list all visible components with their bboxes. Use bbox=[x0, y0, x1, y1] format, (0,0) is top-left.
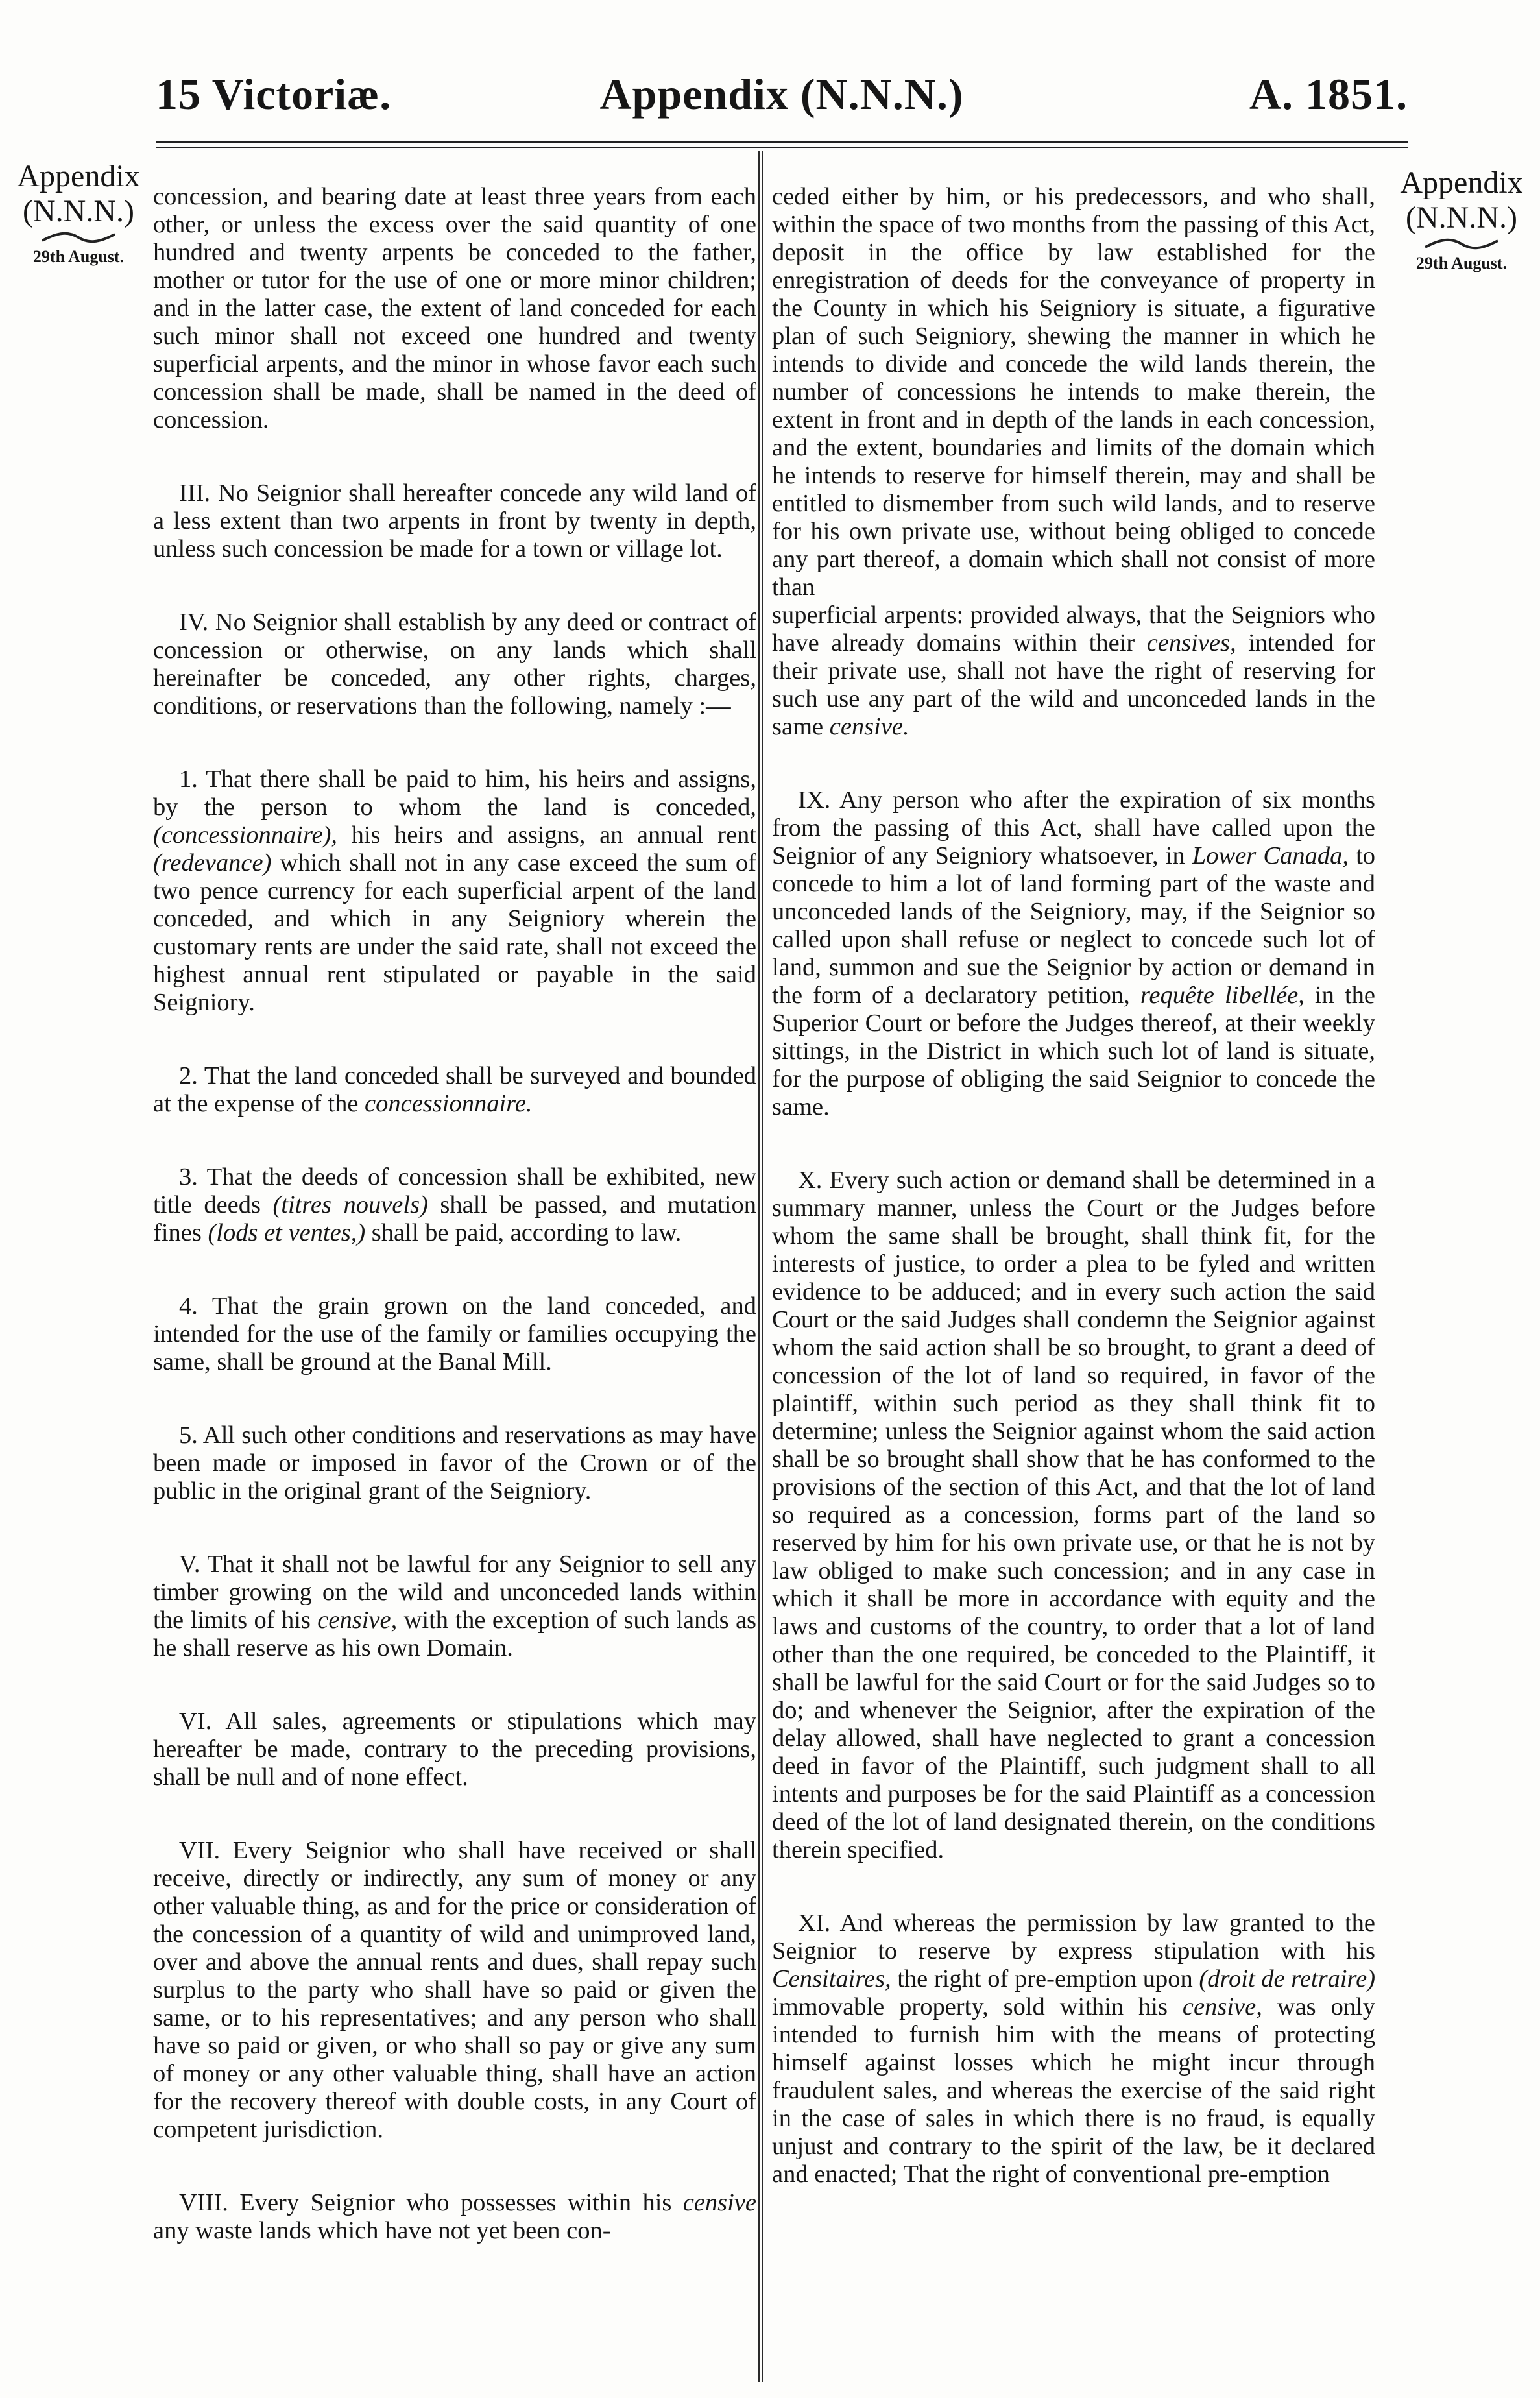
swash-ornament-icon bbox=[40, 230, 117, 245]
margin-note-right bbox=[1387, 165, 1536, 274]
paragraph-text: XI. And whereas the permission by law granted to the Seignior to reserve by express stipulation with his bbox=[772, 1909, 1375, 1965]
italic-term: (titres nouvels) bbox=[272, 1191, 428, 1218]
clause-5 bbox=[153, 1422, 756, 1505]
section-VIII-continued bbox=[772, 183, 1375, 741]
italic-term: censive, bbox=[1182, 1993, 1262, 2020]
paragraph-text: VI. All sales, agreements or stipulations which may hereafter be made, contrary to the preceding provisions, shall be null and of none effect. bbox=[153, 1708, 756, 1791]
paragraph-text: III. No Seignior shall hereafter concede any wild land of a less extent than two arpents in front by twenty in depth, unless such concession be made for a town or village lot. bbox=[153, 479, 756, 563]
left-column bbox=[153, 183, 756, 2389]
swash-ornament-icon bbox=[1423, 237, 1500, 251]
paragraph-text: which shall not in any case exceed the sum of two pence currency for each superficial arpent of the land conceded, and which in any Seigniory wherein the customary rents are under the said rate, shall not exceed the highest annual rent stipulated or payable in the said Seigniory. bbox=[153, 849, 756, 1016]
column-divider bbox=[758, 151, 763, 2382]
italic-term: censive, bbox=[317, 1606, 398, 1634]
margin-note-title: Appendix bbox=[17, 159, 140, 193]
section-IV bbox=[153, 609, 756, 720]
paragraph-text: his heirs and assigns, an annual rent bbox=[351, 821, 756, 849]
paragraph-text: intended for their private use, shall not have the right of reserving for such use any part of the wild and unconceded lands in the same bbox=[772, 629, 1375, 740]
right-column bbox=[772, 183, 1375, 2389]
clause-1 bbox=[153, 766, 756, 1017]
section-X bbox=[772, 1167, 1375, 1864]
margin-note-title: Appendix bbox=[1400, 165, 1523, 200]
paragraph-text: superficial arpents: provided always, that the Seigniors who have already domains within their bbox=[772, 601, 1375, 657]
margin-note-left bbox=[8, 159, 149, 268]
header-regnal-year: 15 Victoriæ. bbox=[156, 69, 392, 119]
section-V bbox=[153, 1551, 756, 1662]
italic-term: Lower Canada, bbox=[1192, 842, 1349, 869]
paragraph-text: shall be paid, according to law. bbox=[371, 1219, 682, 1246]
clause-4 bbox=[153, 1292, 756, 1376]
paragraph-text: ceded either by him, or his predecessors, and who shall, within the space of two months from the passing of this Act, deposit in the office by law established for the enregistration of deeds for the conveyance of property in the County in which his Seigniory is situate, a figurative plan of such Seigniory, shewing the manner in which he intends to divide and concede the wild lands therein, the number of concessions he intends to make therein, the extent in front and in depth of the lands in each concession, and the extent, boundaries and limits of the domain which he intends to reserve for himself therein, may and shall be entitled to dismember from such wild lands, and to reserve for his own private use, without being obliged to concede any part thereof, a domain which shall not consist of more than bbox=[772, 183, 1375, 601]
paragraph-text: any waste lands which have not yet been con- bbox=[153, 2217, 611, 2244]
section-VIII bbox=[153, 2189, 756, 2245]
paragraph-text: concession, and bearing date at least three years from each other, or unless the excess over the said quantity of one hundred and twenty arpents be conceded to the father, mother or tutor for the use of one or more minor children; and in the latter case, the extent of land conceded for each such minor shall not exceed one hundred and twenty superficial arpents, and the minor in whose favor each such concession shall be made, shall be named in the deed of concession. bbox=[153, 183, 756, 433]
section-VII bbox=[153, 1837, 756, 2144]
italic-term: (redevance) bbox=[153, 849, 272, 877]
header-double-rule bbox=[156, 141, 1408, 148]
header-session-year: A. 1851. bbox=[1249, 69, 1408, 119]
section-VI bbox=[153, 1708, 756, 1791]
section-XI bbox=[772, 1909, 1375, 2188]
paragraph-continuation bbox=[153, 183, 756, 434]
paragraph-text: 5. All such other conditions and reservations as may have been made or imposed in favor of the Crown or of the public in the original grant of the Seigniory. bbox=[153, 1422, 756, 1505]
margin-note-date: 29th August. bbox=[1415, 254, 1508, 272]
paragraph-text: shall be passed, and mutation fines bbox=[153, 1191, 756, 1246]
section-IX bbox=[772, 786, 1375, 1121]
paragraph-text: VII. Every Seignior who shall have received or shall receive, directly or indirectly, any sum of money or any other valuable thing, as and for the price or consideration of the concession of a quantity of wild and unimproved land, over and above the annual rents and dues, shall repay such surplus to the party who shall have so paid or given the same, or to his representatives; and any person who shall have so paid or given, or who shall so pay or give any sum of money or any other valuable thing, shall have an action for the recovery thereof with double costs, in any Court of competent jurisdiction. bbox=[153, 1837, 756, 2143]
paragraph-text: the right of pre-emption upon bbox=[897, 1965, 1193, 1992]
italic-term: requête libellée, bbox=[1140, 982, 1305, 1009]
paragraph-text: immovable property, sold within his bbox=[772, 1993, 1168, 2020]
paragraph-text: V. That it shall not be lawful for any Seignior to sell any timber growing on the wild and unconceded lands within the limits of his bbox=[153, 1551, 756, 1634]
margin-note-date: 29th August. bbox=[32, 247, 125, 266]
italic-term: censive bbox=[682, 2189, 756, 2216]
italic-term: (droit de retraire) bbox=[1199, 1965, 1375, 1992]
paragraph-text: VIII. Every Seignior who possesses within his bbox=[179, 2189, 672, 2216]
running-header bbox=[156, 65, 1408, 136]
paragraph-text: X. Every such action or demand shall be determined in a summary manner, unless the Court or the Judges before whom the same shall be brought, shall think fit, for the interests of justice, to order a plea to be fyled and written evidence to be adduced; and in every such action the said Court or the said Judges shall condemn the Seignior against whom the said action shall be so brought, to grant a deed of concession of the lot of land so required, in favor of the plaintiff, within such period as they shall think fit to determine; unless the Seignior against whom the said action shall be so brought shall show that he has conformed to the provisions of the section of this Act, and that the lot of land so required as a concession, forms part of the land so reserved by him for his own private use, or that he is not by law obliged to make such concession; and in any case in which it shall be more in accordance with equity and the laws and customs of the country, to order that a lot of land other than the one required, be conceded to the Plaintiff, it shall be lawful for the said Court or for the said Judges so to do; and whenever the Seignior, after the expiration of the delay allowed, shall have neglected to grant a concession deed in favor of the Plaintiff, such judgment shall to all intents and purposes be for the said Plaintiff as a concession deed of the lot of land designated therein, on the conditions therein specified. bbox=[772, 1167, 1375, 1863]
paragraph-text: with the exception of such lands as he shall reserve as his own Domain. bbox=[153, 1606, 756, 1662]
clause-3 bbox=[153, 1163, 756, 1247]
paragraph-text: 4. That the grain grown on the land conceded, and intended for the use of the family or families occupying the same, shall be ground at the Banal Mill. bbox=[153, 1292, 756, 1375]
paragraph-text: 3. That the deeds of concession shall be exhibited, new title deeds bbox=[153, 1163, 756, 1218]
margin-note-code: (N.N.N.) bbox=[1406, 200, 1517, 235]
paragraph-text: IV. No Seignior shall establish by any deed or contract of concession or otherwise, on any lands which shall hereinafter be conceded, any other rights, charges, conditions, or reservations than the following, namely :— bbox=[153, 609, 756, 720]
paragraph-text: 1. That there shall be paid to him, his heirs and assigns, by the person to whom the land is conceded, bbox=[153, 766, 756, 821]
paragraph-text: to concede to him a lot of land forming part of the waste and unconceded lands of the Seigniory, may, if the Seignior so called upon shall refuse or neglect to concede such lot of land, summon and sue the Seignior by action or demand in the form of a declaratory petition, bbox=[772, 842, 1375, 1009]
paragraph-text: 2. That the land conceded shall be surveyed and bounded at the expense of the bbox=[153, 1062, 756, 1117]
italic-term: censive. bbox=[829, 713, 909, 740]
header-appendix-title: Appendix (N.N.N.) bbox=[599, 69, 964, 119]
clause-2 bbox=[153, 1062, 756, 1118]
italic-term: (lods et ventes,) bbox=[208, 1219, 366, 1246]
italic-term: concessionnaire. bbox=[365, 1090, 533, 1117]
margin-note-code: (N.N.N.) bbox=[23, 194, 134, 228]
paragraph-text: was only intended to furnish him with the means of protecting himself against losses which he might incur through fraudulent sales, and whereas the exercise of the said right in the case of sales in which there is no fraud, is equally unjust and contrary to the spirit of the law, be it declared and enacted; That the right of conventional pre-emption bbox=[772, 1993, 1375, 2188]
paragraph-text: IX. Any person who after the expiration of six months from the passing of this Act, shall have called upon the Seignior of any Seigniory whatsoever, in bbox=[772, 786, 1375, 869]
section-III bbox=[153, 479, 756, 563]
italic-term: censives, bbox=[1146, 629, 1236, 657]
italic-term: (concessionnaire), bbox=[153, 821, 338, 849]
paragraph-text: in the Superior Court or before the Judges thereof, at their weekly sittings, in the District in which such lot of land is situate, for the purpose of obliging the said Seignior to concede the same. bbox=[772, 982, 1375, 1120]
italic-term: Censitaires, bbox=[772, 1965, 891, 1992]
